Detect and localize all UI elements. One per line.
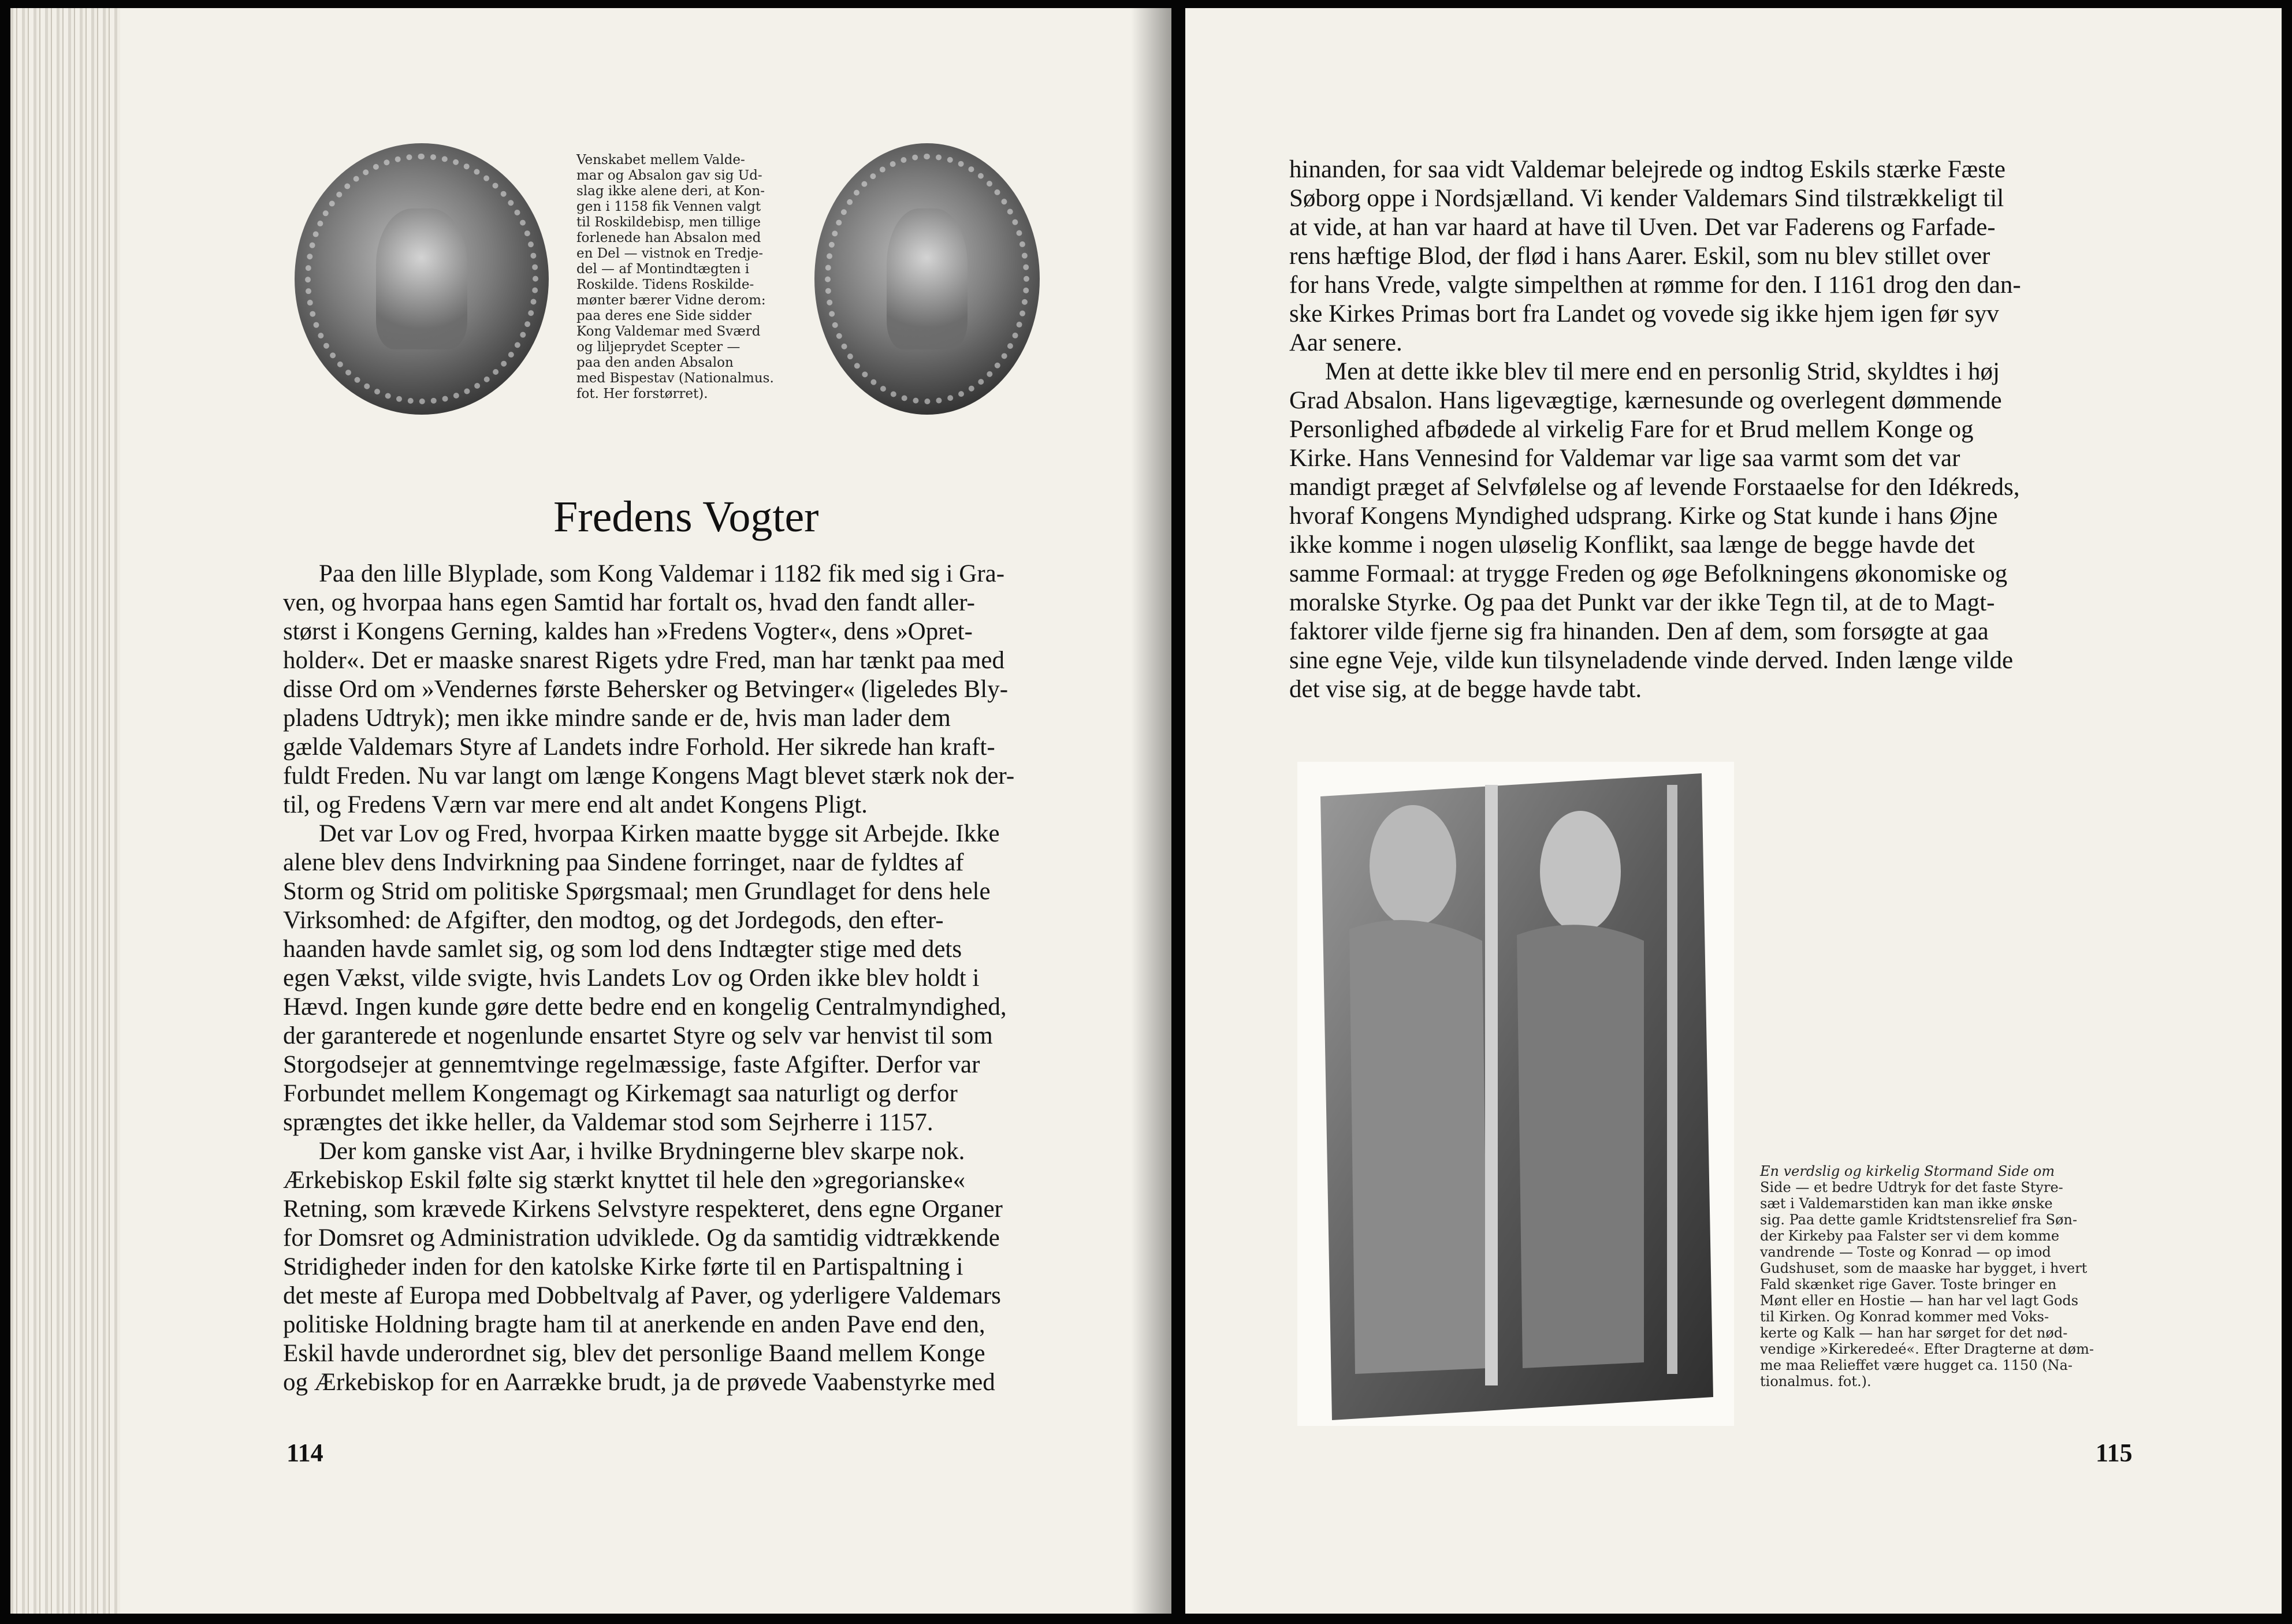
right-page (1185, 8, 2282, 1614)
gutter-shadow (1131, 8, 1171, 1614)
coin-obverse-image (295, 143, 549, 415)
left-page (10, 8, 1171, 1614)
right-body-text: hinanden, for saa vidt Valdemar belejrede og indtog Eskils stærke Fæste Søborg oppe i Nordsjælland. Vi kender Valdemars Sind tilstrækkeligt til at vide, at han var haard at have til Uven. Det var Faderens og Farfade- rens hæftige Blod, der flød i hans Aarer. Eskil, som nu blev stillet over for hans Vrede, valgte simpelthen at rømme for den. I 1161 drog den dan- ske Kirkes Primas bort fra Landet og vovede sig ikke hjem igen før syv Aar senere. Men at dette ikke blev til mere end en personlig Strid, skyldtes i høj Grad Absalon. Hans ligevægtige, kærnesunde og overlegent dømmende Personlighed afbødede al virkelig Fare for et Brud mellem Konge og Kirke. Hans Vennesind for Valdemar var lige saa varmt som det var mandigt præget af Selvfølelse og af levende Forstaaelse for den Idékreds, hvoraf Kongens Myndighed udsprang. Kirke og Stat kunde i hans Øjne ikke komme i nogen uløselig Konflikt, saa længe de begge havde det samme Formaal: at trygge Freden og øge Befolkningens økonomiske og moralske Styrke. Og paa det Punkt var der ikke Tegn til, at de to Magt- faktorer vilde fjerne sig fra hinanden. Den af dem, som forsøgte at gaa sine egne Veje, vilde kun tilsyneladende vinde derved. Inden længe vilde det vise sig, at de begge havde tabt. (1289, 156, 2021, 703)
stone-relief-image (1297, 762, 1734, 1426)
page-number-left: 114 (286, 1439, 323, 1467)
chapter-title: Fredens Vogter (553, 493, 819, 541)
page-edges (10, 8, 120, 1614)
coin-caption: Venskabet mellem Valde- mar og Absalon gav sig Ud- slag ikke alene deri, at Kon- gen i 1158 fik Vennen valgt til Roskildebisp, men tillige forlenede han Absalon med en Del — vistnok en Tredje- del — af Montindtægten i Roskilde. Tidens Roskilde- mønter bærer Vidne derom: paa deres ene Side sidder Kong Valdemar med Sværd og liljeprydet Scepter — paa den anden Absalon med Bispestav (Nationalmus. fot. Her forstørret). (576, 152, 774, 401)
page-number-right: 115 (2096, 1439, 2133, 1467)
left-body-text: Paa den lille Blyplade, som Kong Valdemar i 1182 fik med sig i Gra- ven, og hvorpaa hans egen Samtid har fortalt os, hvad den fandt aller- størst i Kongens Gerning, kaldes han »Fredens Vogter«, dens »Opret- holder«. Det er maaske snarest Rigets ydre Fred, man har tænkt paa med disse Ord om »Vendernes første Behersker og Betvinger« (ligeledes Bly- pladens Udtryk); men ikke mindre sande er de, hvis man lader dem gælde Valdemars Styre af Landets indre Forhold. Her sikrede han kraft- fuldt Freden. Nu var langt om længe Kongens Magt blevet stærk nok der- til, og Fredens Værn var mere end alt andet Kongens Pligt. Det var Lov og Fred, hvorpaa Kirken maatte bygge sit Arbejde. Ikke alene blev dens Indvirkning paa Sindene forringet, naar de fyldtes af Storm og Strid om politiske Spørgsmaal; men Grundlaget for dens hele Virksomhed: de Afgifter, den modtog, og det Jordegods, den efter- haanden havde samlet sig, og som lod dens Indtægter stige med dets egen Vækst, vilde svigte, hvis Landets Lov og Orden ikke blev holdt i Hævd. Ingen kunde gøre dette bedre end en kongelig Centralmyndighed, der garanterede et nogenlunde ensartet Styre og selv var henvist til som Storgodsejer at gennemtvinge regelmæssige, faste Afgifter. Derfor var Forbundet mellem Kongemagt og Kirkemagt saa naturligt og derfor sprængtes det ikke heller, da Valdemar stod som Sejrherre i 1157. Der kom ganske vist Aar, i hvilke Brydningerne blev skarpe nok. Ærkebiskop Eskil følte sig stærkt knyttet til hele den »gregorianske« Retning, som krævede Kirkens Selvstyre respekteret, dens egne Organer for Domsret og Administration udviklede. Og da samtidig vidtrækkende Stridigheder inden for den katolske Kirke førte til en Partispaltning i det meste af Europa med Dobbeltvalg af Paver, og yderligere Valdemars politiske Holdning bragte ham til at anerkende en anden Pave end den, Eskil havde underordnet sig, blev det personlige Baand mellem Konge og Ærkebiskop for en Aarrække brudt, ja de prøvede Vaabenstyrke med (283, 560, 1015, 1396)
relief-caption: En verdslig og kirkelig Stormand Side om Side — et bedre Udtryk for det faste Styre- sæt i Valdemarstiden kan man ikke ønske sig. Paa dette gamle Kridtstensrelief fra Søn- der Kirkeby paa Falster ser vi dem komme vandrende — Toste og Konrad — op imod Gudshuset, som de maaske har bygget, i hvert Fald skænket rige Gaver. Toste bringer en Mønt eller en Hostie — han har vel lagt Gods til Kirken. Og Konrad kommer med Voks- kerte og Kalk — han har sørget for det nød- vendige »Kirkeredeé«. Efter Dragterne at døm- me maa Relieffet være hugget ca. 1150 (Na- tionalmus. fot.). (1760, 1163, 2094, 1390)
relief-figures-drawing (1297, 762, 1734, 1426)
coin-reverse-image (814, 143, 1040, 415)
